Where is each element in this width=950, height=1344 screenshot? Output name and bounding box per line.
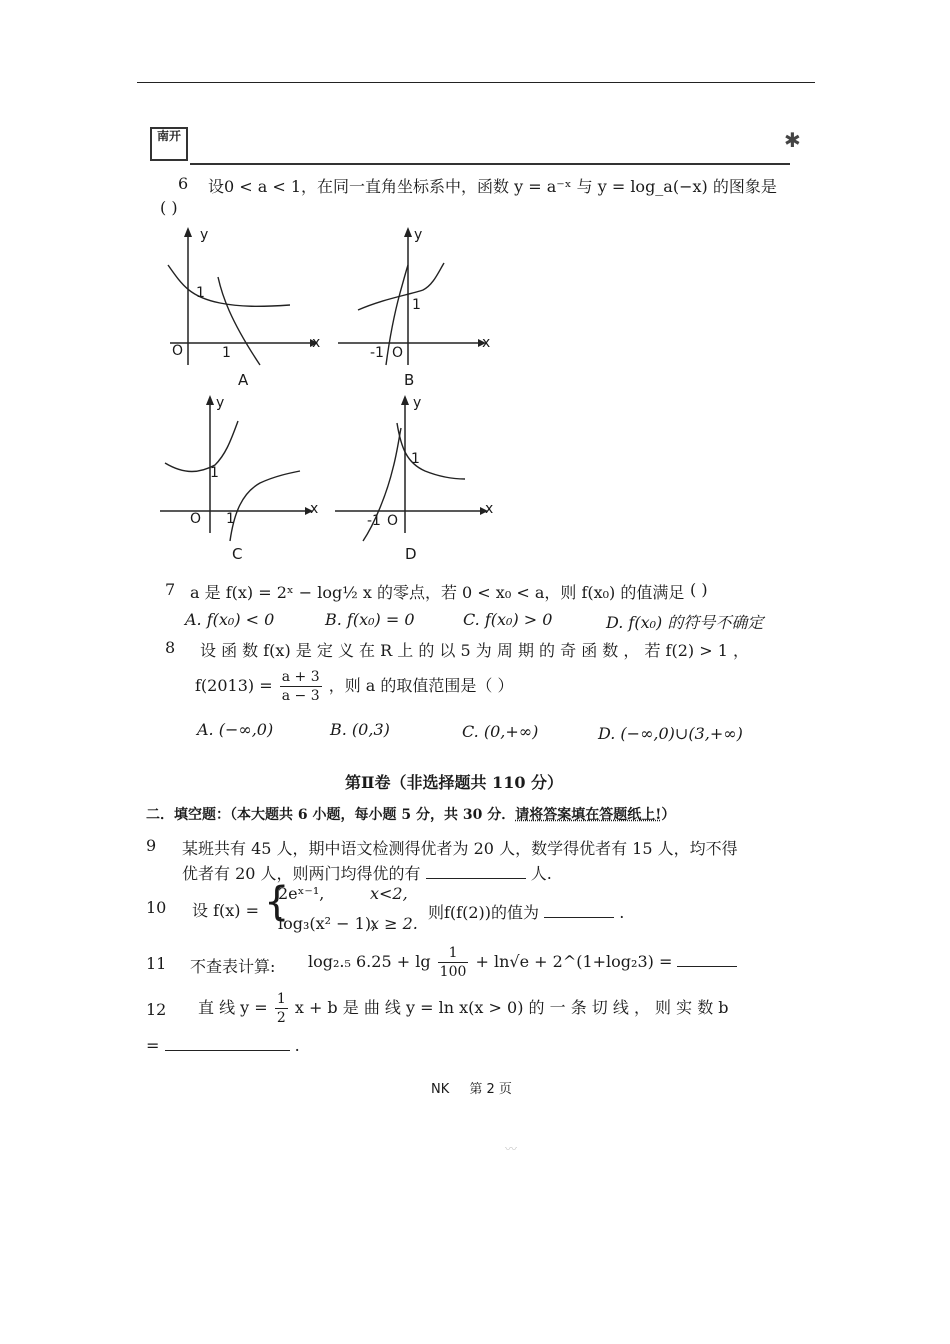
q8-option-a: A. (−∞,0)	[197, 720, 274, 739]
q8-line2-suffix: ，则 a 的取值范围是（ ）	[328, 676, 514, 695]
q6-number: 6	[178, 174, 189, 193]
footer	[431, 1078, 512, 1097]
q9-line2	[182, 861, 552, 884]
q12-line2-end: .	[294, 1036, 300, 1055]
graph-b-mark-y1: 1	[412, 297, 421, 313]
graph-d	[335, 393, 495, 563]
q8-option-b: B. (0,3)	[330, 720, 390, 739]
part2-section-dotted: 请将答案填在答题纸上!	[515, 807, 662, 823]
q8-fraction	[280, 668, 322, 705]
q9-line2-end: 人.	[530, 864, 552, 883]
q9-line1: 某班共有 45 人，期中语文检测得优者为 20 人，数学得优者有 15 人，均不得	[182, 839, 738, 858]
q8-text: 设 函 数 f(x) 是 定 义 在 R 上 的 以 5 为 周 期 的 奇 函 数 ， 若 f(2) > 1 ，	[200, 641, 749, 660]
q7-option-b: B. f(x₀) = 0	[325, 610, 415, 629]
ink-smudge-icon: 〰	[505, 1142, 518, 1156]
q12-number: 12	[146, 1000, 167, 1019]
q9-line2-text: 优者有 20 人，则两门均得优的有	[182, 864, 421, 883]
q7-text: a 是 f(x) = 2ˣ − log½ x 的零点，若 0 < x₀ < a，则 f(x₀) 的值满足	[190, 583, 685, 602]
q12-line1	[198, 990, 729, 1027]
graph-b-origin: O	[392, 345, 404, 361]
q10-brace: {	[264, 879, 290, 925]
graph-a-mark-y1: 1	[196, 285, 205, 301]
school-stamp: 南开	[150, 127, 188, 161]
q8-option-d: D. (−∞,0)∪(3,+∞)	[598, 724, 743, 743]
q12-frac-num: 1	[276, 991, 286, 1007]
q10-case2-expr: log₃(x² − 1),	[278, 914, 377, 933]
q10-number: 10	[146, 898, 167, 917]
q10-case1-expr: 2eˣ⁻¹,	[278, 884, 325, 903]
q8-frac-num: a + 3	[281, 669, 320, 685]
q9-number: 9	[146, 836, 157, 855]
graph-c	[160, 393, 320, 563]
part2-section-end: ）	[661, 807, 676, 823]
q12-line1-a: 直 线 y =	[198, 998, 268, 1017]
q8-frac-den: a − 3	[281, 688, 320, 704]
graph-b	[338, 225, 491, 389]
graph-c-mark-x1: 1	[226, 511, 235, 527]
graph-b-y-label: y	[414, 227, 423, 243]
q7-number: 7	[165, 580, 176, 599]
q12-answer-blank[interactable]	[165, 1036, 290, 1051]
graph-b-mark-neg1: -1	[370, 345, 384, 361]
graph-a-mark-x1: 1	[222, 345, 231, 361]
q6-text: 设0 < a < 1，在同一直角坐标系中，函数 y = a⁻ˣ 与 y = log_a(−x) 的图象是	[208, 177, 777, 196]
q10-suffix: 则f(f(2))的值为	[428, 903, 539, 922]
q10-suffix-line	[428, 900, 624, 923]
graph-c-origin: O	[190, 511, 202, 527]
part2-title: 第Ⅱ卷（非选择题共 110 分）	[345, 773, 564, 792]
q10-end: .	[619, 903, 625, 922]
graph-c-mark-y1: 1	[210, 465, 219, 481]
footer-code: NK	[431, 1082, 450, 1097]
q6-answer-paren: ( )	[160, 198, 178, 217]
q11-fraction	[438, 944, 469, 981]
q10-prefix: 设 f(x) =	[192, 901, 260, 920]
part2-section-heading	[146, 804, 675, 824]
q11-frac-num: 1	[438, 944, 469, 963]
graph-d-mark-neg1: -1	[367, 513, 381, 529]
q11-frac-den: 100	[439, 964, 467, 980]
q12-line2-eq: =	[146, 1036, 160, 1055]
q7-option-a: A. f(x₀) < 0	[185, 610, 275, 629]
header-rule	[190, 163, 790, 165]
q7-option-d: D. f(x₀) 的符号不确定	[606, 613, 764, 632]
graph-b-label: B	[404, 371, 415, 389]
graph-a-y-label: y	[200, 227, 209, 243]
q8-line2-prefix: f(2013) =	[195, 676, 273, 695]
ink-speck-icon: ✱	[784, 128, 801, 152]
graph-c-y-label: y	[216, 395, 225, 411]
q11-expr-tail: + ln√e + 2^(1+log₂3) =	[475, 952, 673, 971]
graph-d-label: D	[405, 545, 417, 563]
q11-expr: log₂.₅ 6.25 + lg	[308, 952, 431, 971]
q8-number: 8	[165, 638, 176, 657]
footer-page: 第 2 页	[469, 1082, 512, 1097]
q12-fraction	[275, 990, 288, 1027]
q11-number: 11	[146, 954, 167, 973]
graph-d-y-label: y	[413, 395, 422, 411]
graph-c-x-label: x	[310, 501, 319, 517]
graph-a-x-label: x	[312, 335, 321, 351]
q8-option-c: C. (0,+∞)	[462, 722, 539, 741]
q12-line2	[146, 1036, 300, 1055]
graph-a	[160, 225, 321, 389]
graph-d-origin: O	[387, 513, 399, 529]
graph-c-label: C	[232, 545, 243, 563]
q9-answer-blank[interactable]	[426, 864, 526, 879]
graph-d-mark-y1: 1	[411, 451, 420, 467]
graph-d-x-label: x	[485, 501, 494, 517]
q10-case2-cond: x ≥ 2.	[370, 914, 418, 933]
q12-frac-den: 2	[276, 1010, 286, 1026]
q10-case1-cond: x<2,	[370, 884, 408, 903]
q10-answer-blank[interactable]	[544, 903, 614, 918]
q11-label: 不查表计算:	[190, 957, 276, 976]
q12-line1-b: x + b 是 曲 线 y = ln x(x > 0) 的 一 条 切 线 ， 则 实 数 b	[294, 998, 729, 1017]
q7-answer-paren: ( )	[690, 580, 708, 599]
q8-line2	[195, 668, 514, 705]
graph-b-x-label: x	[482, 335, 491, 351]
graph-a-label: A	[238, 371, 249, 389]
part2-section-text: 二．填空题：（本大题共 6 小题，每小题 5 分，共 30 分．	[146, 807, 516, 823]
graph-a-origin: O	[172, 343, 184, 359]
q7-option-c: C. f(x₀) > 0	[463, 610, 553, 629]
top-rule	[137, 82, 815, 83]
q11-answer-blank[interactable]	[677, 952, 737, 967]
q11-expression	[308, 944, 737, 981]
